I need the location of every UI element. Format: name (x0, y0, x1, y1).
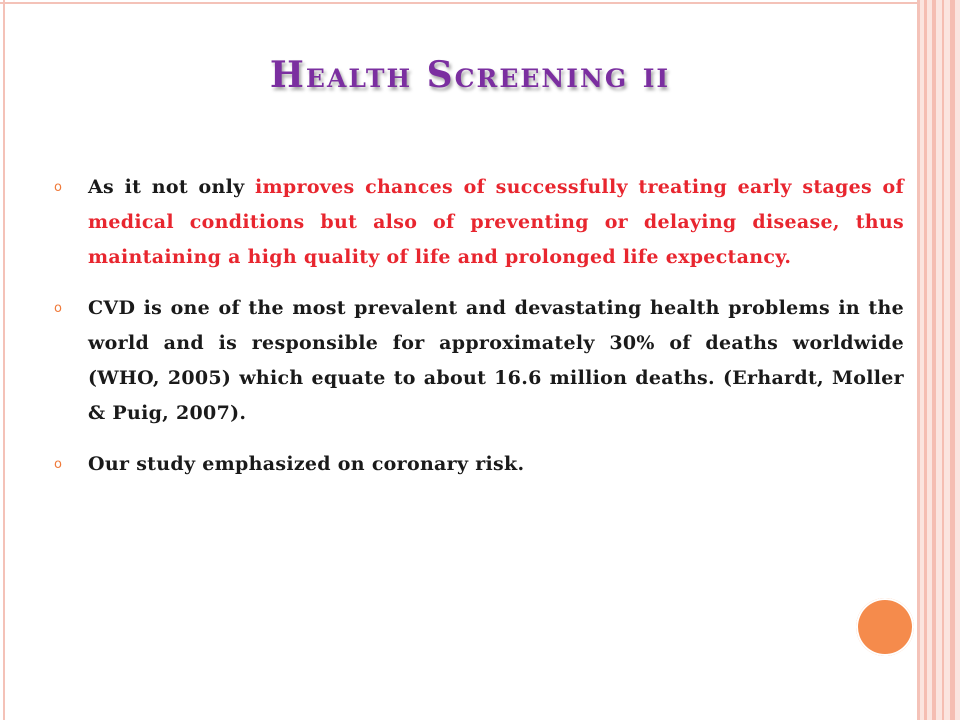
slide-title: Health Screening ii (269, 54, 671, 96)
stripe (942, 0, 944, 720)
bullet-marker-icon: o (54, 457, 62, 472)
bullet-highlight-text: improves chances of successfully treating early stages of medical conditions but also of preventing or delaying disease, thus maintaining a high quality of life and prolonged life expectancy. (88, 176, 905, 268)
bullet-item (54, 170, 904, 275)
slide-frame-left (0, 0, 5, 720)
decorative-stripes (920, 0, 960, 720)
bullet-text (88, 170, 904, 275)
bullet-marker-icon: o (54, 301, 62, 316)
bullet-item (54, 447, 904, 482)
orange-circle-icon (856, 598, 914, 656)
bullet-lead-text: As it not only (88, 176, 255, 198)
slide-frame-top (0, 0, 920, 4)
bullet-list (54, 170, 904, 498)
stripe (932, 0, 936, 720)
bullet-text: Our study emphasized on coronary risk. (88, 453, 525, 475)
bullet-item (54, 291, 904, 431)
bullet-marker-icon: o (54, 180, 62, 195)
stripe (950, 0, 955, 720)
bullet-text: CVD is one of the most prevalent and devastating health problems in the world and is responsible for approximately 30% of deaths worldwide (WHO, 2005) which equate to about 16.6 million deaths. (Erhardt, Moller & Puig, 2007). (88, 297, 904, 424)
stripe (924, 0, 927, 720)
